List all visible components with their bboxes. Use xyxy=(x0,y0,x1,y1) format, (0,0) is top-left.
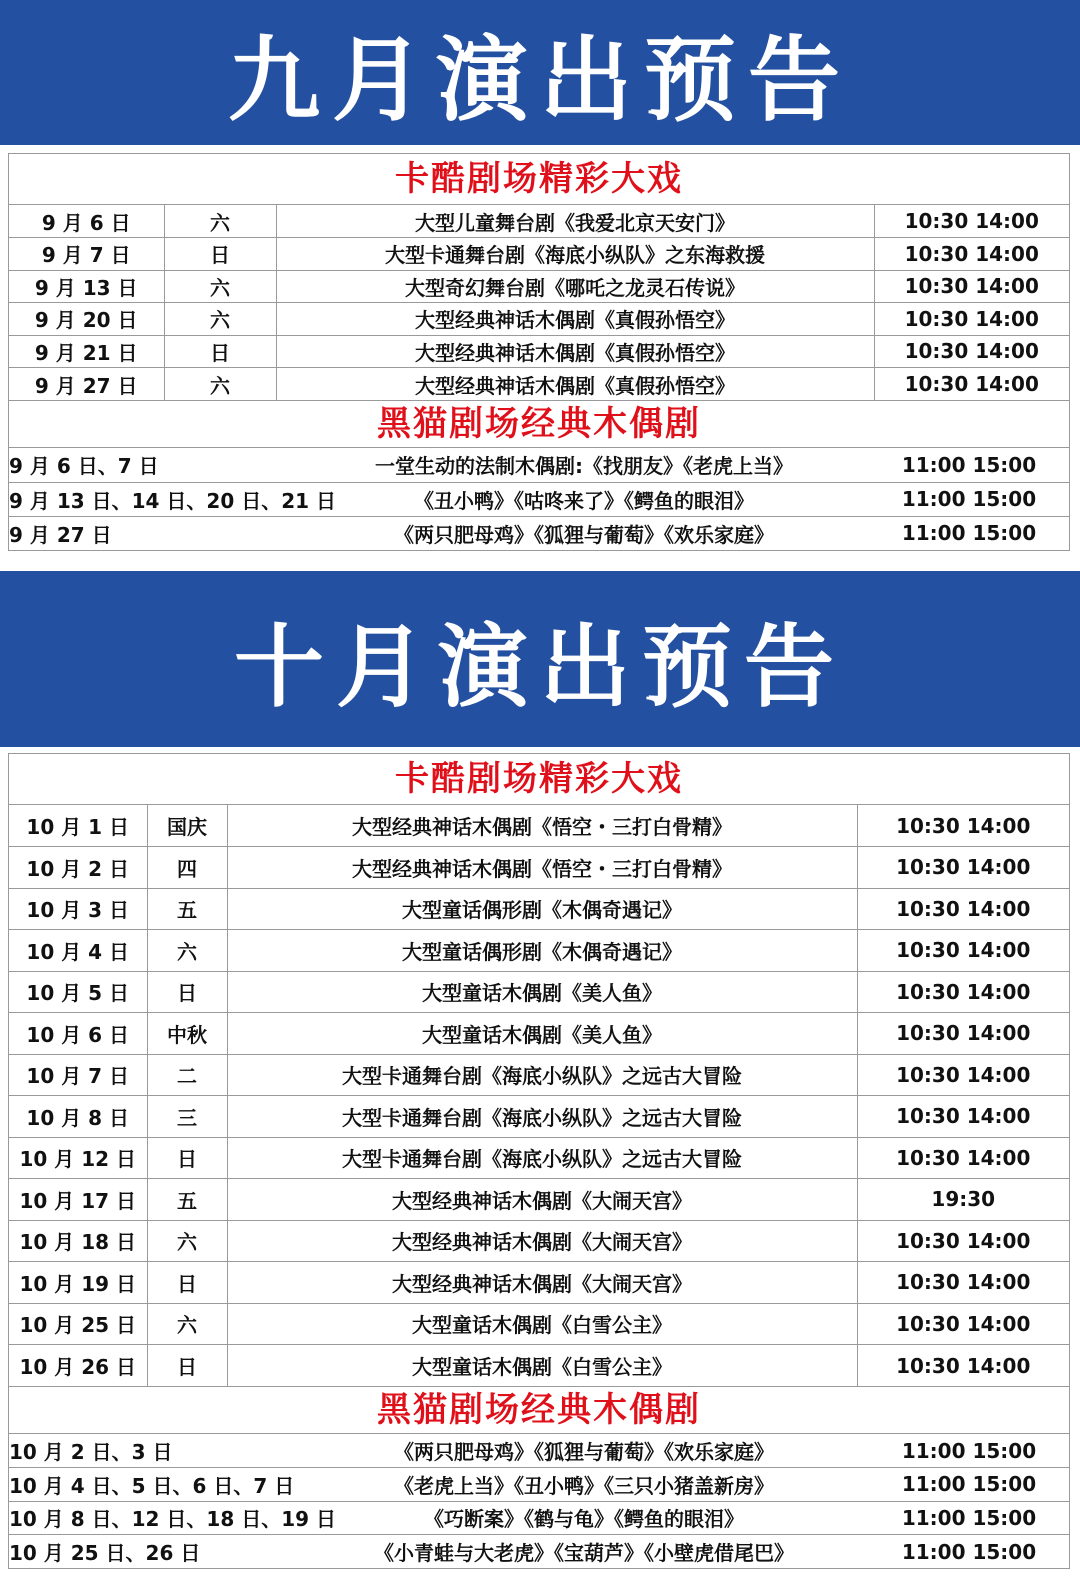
date-cell: 9 月 6 日 xyxy=(9,205,164,238)
september-kaku-block xyxy=(8,153,1070,551)
time-cell: 11:00 15:00 xyxy=(869,448,1069,482)
weekday-cell: 四 xyxy=(147,847,227,889)
schedule-row xyxy=(9,1179,1069,1221)
show-cell: 《小青蛙与大老虎》《宝葫芦》《小壁虎借尾巴》 xyxy=(374,1541,794,1565)
show-cell: 大型经典神话木偶剧《大闹天宫》 xyxy=(227,1220,857,1262)
show-cell: 大型卡通舞台剧《海底小纵队》之东海救援 xyxy=(276,238,874,271)
date-cell: 10 月 4 日 xyxy=(9,930,147,972)
time-cell: 10:30 14:00 xyxy=(857,971,1069,1013)
weekday-cell: 五 xyxy=(147,1179,227,1221)
show-cell: 大型卡通舞台剧《海底小纵队》之远古大冒险 xyxy=(227,1137,857,1179)
show-cell: 大型经典神话木偶剧《悟空・三打白骨精》 xyxy=(227,847,857,889)
september-banner: 九月演出预告 xyxy=(0,0,1080,145)
weekday-cell: 中秋 xyxy=(147,1013,227,1055)
date-cell: 10 月 18 日 xyxy=(9,1220,147,1262)
time-cell: 10:30 14:00 xyxy=(857,930,1069,972)
date-cell: 9 月 13 日 xyxy=(9,270,164,303)
schedule-row xyxy=(9,930,1069,972)
show-cell: 《两只肥母鸡》《狐狸与葡萄》《欢乐家庭》 xyxy=(299,1434,869,1468)
october-heimao-table xyxy=(9,1434,1069,1568)
date-cell: 9 月 27 日 xyxy=(9,368,164,401)
time-cell: 10:30 14:00 xyxy=(857,1137,1069,1179)
date-cell: 10 月 4 日、5 日、6 日、7 日 xyxy=(9,1468,299,1502)
time-cell: 11:00 15:00 xyxy=(869,482,1069,516)
schedule-row xyxy=(9,516,1069,550)
show-cell: 大型经典神话木偶剧《真假孙悟空》 xyxy=(276,335,874,368)
date-cell: 9 月 21 日 xyxy=(9,335,164,368)
schedule-row xyxy=(9,238,1069,271)
schedule-row xyxy=(9,971,1069,1013)
date-cell: 10 月 25 日、26 日 xyxy=(9,1541,201,1565)
weekday-cell: 六 xyxy=(147,1303,227,1345)
date-cell: 10 月 6 日 xyxy=(9,1013,147,1055)
date-cell: 10 月 19 日 xyxy=(9,1262,147,1304)
date-cell: 10 月 26 日 xyxy=(9,1345,147,1387)
time-cell: 10:30 14:00 xyxy=(857,805,1069,847)
weekday-cell: 六 xyxy=(164,303,276,336)
september-heimao-title: 黑猫剧场经典木偶剧 xyxy=(9,400,1069,448)
schedule-row xyxy=(9,303,1069,336)
weekday-cell: 日 xyxy=(147,1345,227,1387)
october-heimao-title: 黑猫剧场经典木偶剧 xyxy=(9,1386,1069,1434)
schedule-row xyxy=(9,482,1069,516)
september-kaku-title: 卡酷剧场精彩大戏 xyxy=(9,154,1069,205)
time-cell: 10:30 14:00 xyxy=(857,888,1069,930)
date-cell: 9 月 27 日 xyxy=(9,522,112,547)
date-cell: 9 月 7 日 xyxy=(9,238,164,271)
weekday-cell: 日 xyxy=(164,335,276,368)
date-cell: 10 月 8 日 xyxy=(9,1096,147,1138)
date-cell: 10 月 3 日 xyxy=(9,888,147,930)
show-cell: 大型童话木偶剧《白雪公主》 xyxy=(227,1303,857,1345)
september-heimao-table xyxy=(9,448,1069,550)
date-cell: 10 月 7 日 xyxy=(9,1054,147,1096)
time-cell: 10:30 14:00 xyxy=(874,368,1069,401)
weekday-cell: 三 xyxy=(147,1096,227,1138)
show-cell: 大型儿童舞台剧《我爱北京天安门》 xyxy=(276,205,874,238)
weekday-cell: 六 xyxy=(164,368,276,401)
show-cell: 大型卡通舞台剧《海底小纵队》之远古大冒险 xyxy=(227,1054,857,1096)
time-cell: 10:30 14:00 xyxy=(874,335,1069,368)
show-cell: 大型经典神话木偶剧《真假孙悟空》 xyxy=(276,303,874,336)
show-cell: 大型奇幻舞台剧《哪吒之龙灵石传说》 xyxy=(276,270,874,303)
show-cell: 大型童话木偶剧《美人鱼》 xyxy=(227,971,857,1013)
schedule-row xyxy=(9,368,1069,401)
weekday-cell: 六 xyxy=(164,205,276,238)
schedule-row xyxy=(9,805,1069,847)
weekday-cell: 六 xyxy=(164,270,276,303)
schedule-row xyxy=(9,1262,1069,1304)
date-cell: 9 月 13 日、14 日、20 日、21 日 xyxy=(9,482,299,516)
date-cell: 10 月 1 日 xyxy=(9,805,147,847)
schedule-row xyxy=(9,1501,1069,1535)
date-cell: 10 月 25 日 xyxy=(9,1303,147,1345)
time-cell: 10:30 14:00 xyxy=(857,1013,1069,1055)
schedule-row xyxy=(9,1054,1069,1096)
date-cell: 10 月 5 日 xyxy=(9,971,147,1013)
date-cell: 10 月 8 日、12 日、18 日、19 日 xyxy=(9,1501,299,1535)
time-cell: 10:30 14:00 xyxy=(857,1220,1069,1262)
september-kaku-table xyxy=(9,205,1069,400)
schedule-row xyxy=(9,1345,1069,1387)
show-cell: 大型卡通舞台剧《海底小纵队》之远古大冒险 xyxy=(227,1096,857,1138)
show-cell: 一堂生动的法制木偶剧:《找朋友》《老虎上当》 xyxy=(299,448,869,482)
weekday-cell: 日 xyxy=(147,1137,227,1179)
time-cell: 11:00 15:00 xyxy=(901,521,1037,546)
weekday-cell: 六 xyxy=(147,1220,227,1262)
schedule-row xyxy=(9,448,1069,482)
october-banner: 十月演出预告 xyxy=(0,571,1080,747)
show-cell: 《两只肥母鸡》《狐狸与葡萄》《欢乐家庭》 xyxy=(394,522,774,547)
time-cell: 11:00 15:00 xyxy=(869,1434,1069,1468)
time-cell: 10:30 14:00 xyxy=(874,270,1069,303)
schedule-row xyxy=(9,335,1069,368)
weekday-cell: 二 xyxy=(147,1054,227,1096)
schedule-row xyxy=(9,1137,1069,1179)
schedule-row xyxy=(9,205,1069,238)
weekday-cell: 五 xyxy=(147,888,227,930)
weekday-cell: 国庆 xyxy=(147,805,227,847)
weekday-cell: 六 xyxy=(147,930,227,972)
time-cell: 10:30 14:00 xyxy=(857,1054,1069,1096)
date-cell: 10 月 2 日、3 日 xyxy=(9,1434,299,1468)
time-cell: 10:30 14:00 xyxy=(857,1303,1069,1345)
time-cell: 10:30 14:00 xyxy=(857,1096,1069,1138)
schedule-row xyxy=(9,1220,1069,1262)
october-kaku-title: 卡酷剧场精彩大戏 xyxy=(9,754,1069,805)
schedule-row xyxy=(9,888,1069,930)
date-cell: 9 月 6 日、7 日 xyxy=(9,448,299,482)
show-cell: 大型童话木偶剧《美人鱼》 xyxy=(227,1013,857,1055)
time-cell: 11:00 15:00 xyxy=(869,1468,1069,1502)
show-cell: 大型童话偶形剧《木偶奇遇记》 xyxy=(227,888,857,930)
weekday-cell: 日 xyxy=(147,1262,227,1304)
schedule-row xyxy=(9,1468,1069,1502)
show-cell: 《丑小鸭》《咕咚来了》《鳄鱼的眼泪》 xyxy=(299,482,869,516)
schedule-row xyxy=(9,847,1069,889)
schedule-row xyxy=(9,1303,1069,1345)
time-cell: 11:00 15:00 xyxy=(901,1539,1037,1564)
october-kaku-block xyxy=(8,753,1070,1569)
schedule-row xyxy=(9,1096,1069,1138)
time-cell: 10:30 14:00 xyxy=(857,1345,1069,1387)
show-cell: 大型童话木偶剧《白雪公主》 xyxy=(227,1345,857,1387)
time-cell: 10:30 14:00 xyxy=(857,847,1069,889)
show-cell: 《老虎上当》《丑小鸭》《三只小猪盖新房》 xyxy=(299,1468,869,1502)
october-kaku-table xyxy=(9,805,1069,1386)
schedule-row xyxy=(9,1535,1069,1569)
show-cell: 大型经典神话木偶剧《大闹天宫》 xyxy=(227,1262,857,1304)
schedule-row xyxy=(9,1013,1069,1055)
show-cell: 大型经典神话木偶剧《大闹天宫》 xyxy=(227,1179,857,1221)
show-cell: 大型经典神话木偶剧《真假孙悟空》 xyxy=(276,368,874,401)
date-cell: 9 月 20 日 xyxy=(9,303,164,336)
date-cell: 10 月 17 日 xyxy=(9,1179,147,1221)
time-cell: 10:30 14:00 xyxy=(857,1262,1069,1304)
time-cell: 11:00 15:00 xyxy=(869,1501,1069,1535)
weekday-cell: 日 xyxy=(147,971,227,1013)
show-cell: 《巧断案》《鹤与龟》《鳄鱼的眼泪》 xyxy=(299,1501,869,1535)
show-cell: 大型童话偶形剧《木偶奇遇记》 xyxy=(227,930,857,972)
time-cell: 19:30 xyxy=(857,1179,1069,1221)
schedule-row xyxy=(9,1434,1069,1468)
date-cell: 10 月 12 日 xyxy=(9,1137,147,1179)
date-cell: 10 月 2 日 xyxy=(9,847,147,889)
time-cell: 10:30 14:00 xyxy=(874,238,1069,271)
time-cell: 10:30 14:00 xyxy=(874,303,1069,336)
schedule-row xyxy=(9,270,1069,303)
show-cell: 大型经典神话木偶剧《悟空・三打白骨精》 xyxy=(227,805,857,847)
time-cell: 10:30 14:00 xyxy=(874,205,1069,238)
weekday-cell: 日 xyxy=(164,238,276,271)
